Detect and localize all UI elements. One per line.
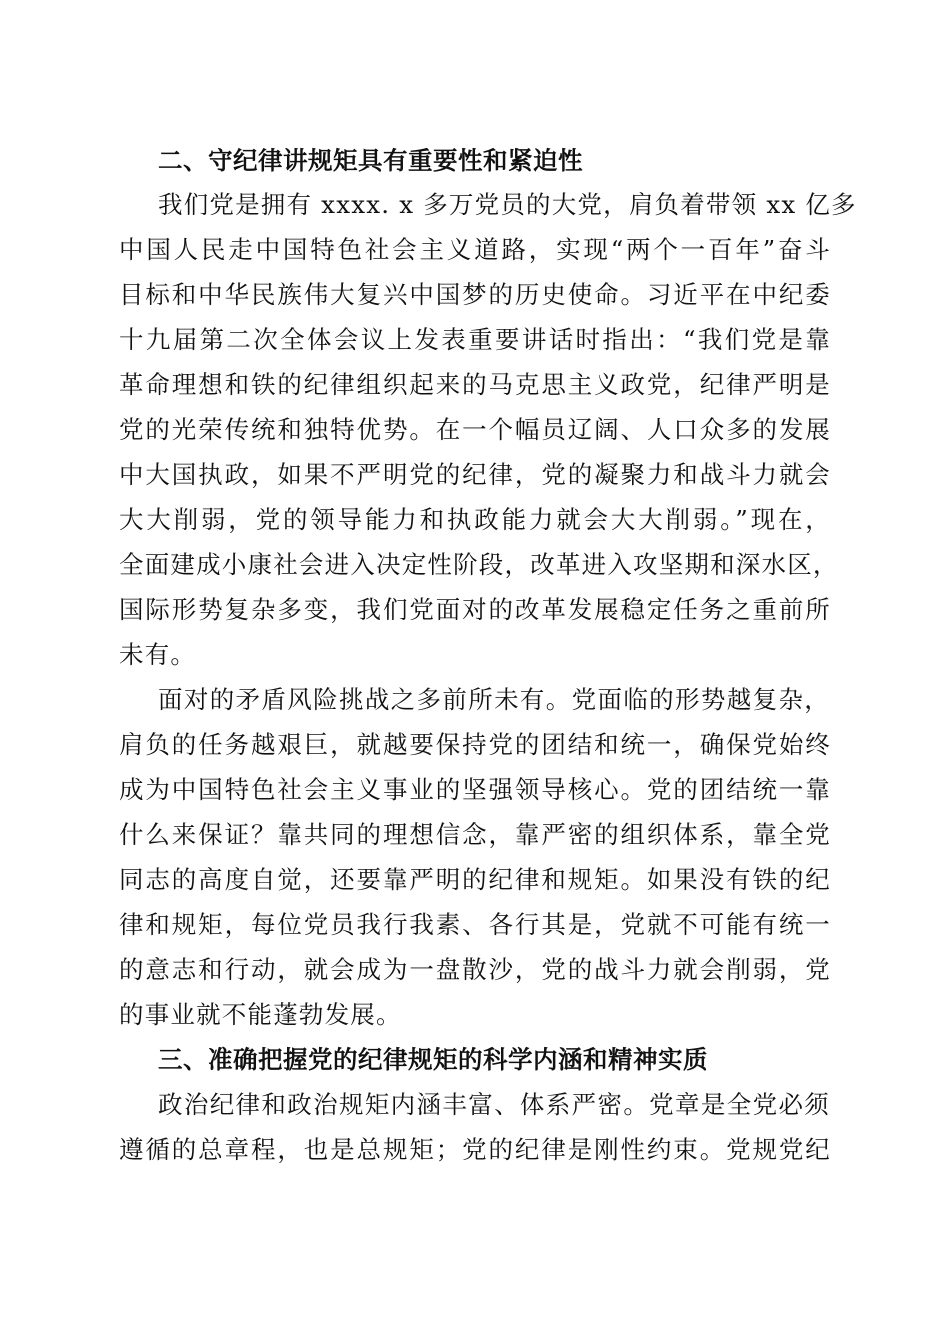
paragraph-line: 革命理想和铁的纪律组织起来的马克思主义政党，纪律严明是 (119, 370, 831, 399)
paragraph-line: 国际形势复杂多变，我们党面对的改革发展稳定任务之重前所 (119, 595, 831, 624)
paragraph-line: 全面建成小康社会进入决定性阶段，改革进入攻坚期和深水区， (119, 550, 839, 579)
paragraph-line: 肩负的任务越艰巨，就越要保持党的团结和统一，确保党始终 (119, 730, 831, 759)
paragraph-line: 大大削弱，党的领导能力和执政能力就会大大削弱。”现在， (119, 505, 831, 534)
paragraph-line: 面对的矛盾风险挑战之多前所未有。党面临的形势越复杂， (158, 685, 830, 714)
paragraph-line: 中大国执政，如果不严明党的纪律，党的凝聚力和战斗力就会 (119, 460, 831, 489)
paragraph-line: 同志的高度自觉，还要靠严明的纪律和规矩。如果没有铁的纪 (119, 865, 831, 894)
paragraph-line: 的意志和行动，就会成为一盘散沙，党的战斗力就会削弱，党 (119, 955, 831, 984)
section-2-heading: 二、守纪律讲规矩具有重要性和紧迫性 (158, 146, 583, 175)
paragraph-line: 十九届第二次全体会议上发表重要讲话时指出：“我们党是靠 (119, 325, 831, 354)
paragraph-line: 我们党是拥有 xxxx. x 多万党员的大党，肩负着带领 xx 亿多 (158, 190, 857, 219)
paragraph-line: 政治纪律和政治规矩内涵丰富、体系严密。党章是全党必须 (158, 1090, 830, 1119)
paragraph-line: 什么来保证？靠共同的理想信念，靠严密的组织体系，靠全党 (119, 820, 831, 849)
section-3-heading: 三、准确把握党的纪律规矩的科学内涵和精神实质 (158, 1045, 708, 1074)
paragraph-line: 党的光荣传统和独特优势。在一个幅员辽阔、人口众多的发展 (119, 415, 831, 444)
paragraph-line: 未有。 (119, 640, 197, 669)
paragraph-line: 中国人民走中国特色社会主义道路，实现“两个一百年”奋斗 (119, 235, 831, 264)
paragraph-line: 的事业就不能蓬勃发展。 (119, 1000, 402, 1029)
paragraph-line: 遵循的总章程，也是总规矩；党的纪律是刚性约束。党规党纪 (119, 1135, 831, 1164)
paragraph-line: 成为中国特色社会主义事业的坚强领导核心。党的团结统一靠 (119, 775, 831, 804)
paragraph-line: 目标和中华民族伟大复兴中国梦的历史使命。习近平在中纪委 (119, 280, 831, 309)
paragraph-line: 律和规矩，每位党员我行我素、各行其是，党就不可能有统一 (119, 910, 831, 939)
